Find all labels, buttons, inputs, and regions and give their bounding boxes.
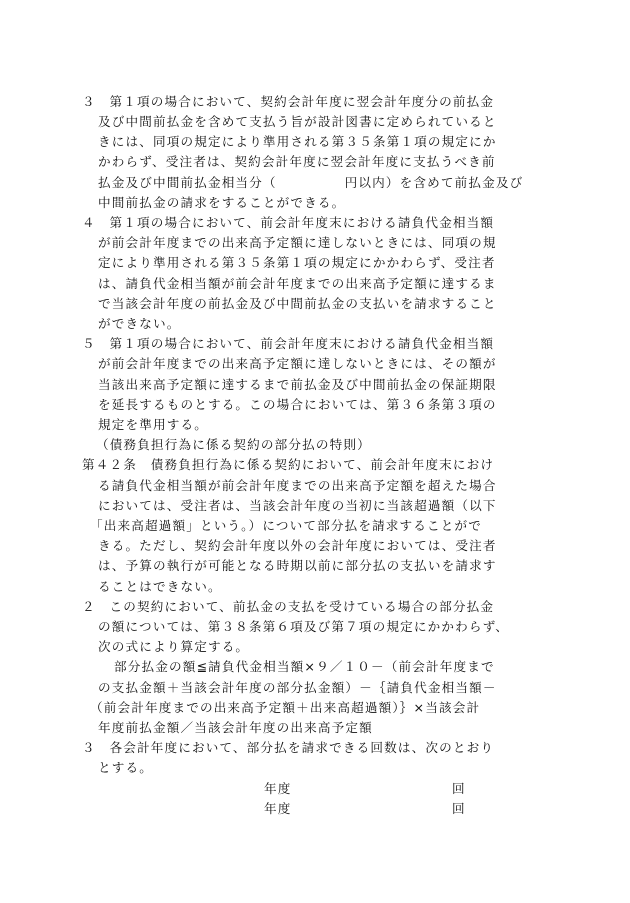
clause-4-line-4: は、請負代金相当額が前会計年度までの出来高予定額に達するま xyxy=(98,276,497,291)
clause-5-line-4: を延長するものとする。この場合においては、第３６条第３項の xyxy=(98,397,497,412)
article-42-caption: （債務負担行為に係る契約の部分払の特則） xyxy=(96,437,371,452)
paragraph-2-line-2: の額については、第３８条第６項及び第７項の規定にかかわらず、 xyxy=(98,619,510,634)
fiscal-year-label: 年度 xyxy=(264,801,292,816)
article-42-line-3: においては、受注者は、当該会計年度の当初に当該超過額（以下 xyxy=(98,498,497,513)
payment-count-label: 回 xyxy=(452,801,466,816)
clause-5-line-3: 当該出来高予定額に達するまで前払金及び中間前払金の保証期限 xyxy=(98,377,497,392)
clause-3-line-3: きには、同項の規定により準用される第３５条第１項の規定にか xyxy=(98,134,497,149)
article-42-line-4: 「出来高超過額」という。）について部分払を請求することがで xyxy=(90,518,483,533)
article-42-line-6: は、予算の執行が可能となる時期以前に部分払の支払いを請求す xyxy=(98,558,497,573)
clause-4-line-2: が前会計年度までの出来高予定額に達しないときには、同項の規 xyxy=(98,235,497,250)
clause-3-line-5 xyxy=(98,173,523,193)
clause-3-line-4: かわらず、受注者は、契約会計年度に翌会計年度に支払うべき前 xyxy=(98,154,496,169)
paragraph-2-line-3: 次の式により算定する。 xyxy=(98,639,250,654)
paragraph-3-line-2: とする。 xyxy=(98,760,153,775)
advance-amount-text-after: 円以内）を含めて前払金及び xyxy=(344,175,524,190)
article-42-line-5: きる。ただし、契約会計年度以外の会計年度においては、受注者 xyxy=(98,538,497,553)
clause-3-line-6: 中間前払金の請求をすることができる。 xyxy=(98,195,346,210)
clause-4-line-1: ４ 第１項の場合において、前会計年度末における請負代金相当額 xyxy=(82,215,495,230)
payment-count-label: 回 xyxy=(452,781,466,796)
clause-5-line-1: ５ 第１項の場合において、前会計年度末における請負代金相当額 xyxy=(82,336,495,351)
article-42-line-2: る請負代金相当額が前会計年度までの出来高予定額を超えた場合 xyxy=(98,478,497,493)
clause-4-line-3: 定により準用される第３５条第１項の規定にかかわらず、受注者 xyxy=(98,255,496,270)
clause-5-line-5: 規定を準用する。 xyxy=(98,417,208,432)
clause-3-line-2: 及び中間前払金を含めて支払う旨が設計図書に定められていると xyxy=(98,114,497,129)
advance-amount-text-before: 払金及び中間前払金相当分（ xyxy=(98,175,277,190)
formula-line-3: （前会計年度までの出来高予定額＋出来高超過額）｝×当該会計 xyxy=(90,700,481,715)
formula-line-1: 部分払金の額≦請負代金相当額×９／１０－（前会計年度まで xyxy=(114,659,495,674)
paragraph-2-line-1: ２ この契約において、前払金の支払を受けている場合の部分払金 xyxy=(82,599,495,614)
clause-5-line-2: が前会計年度までの出来高予定額に達しないときには、その額が xyxy=(98,356,497,371)
clause-3-line-1: ３ 第１項の場合において、契約会計年度に翌会計年度分の前払金 xyxy=(82,94,495,109)
formula-line-2: の支払金額＋当該会計年度の部分払金額）－｛請負代金相当額－ xyxy=(98,680,497,695)
fiscal-year-label: 年度 xyxy=(264,781,292,796)
article-42-line-1: 第４２条 債務負担行為に係る契約において、前会計年度末におけ xyxy=(82,457,495,472)
clause-4-line-6: ができない。 xyxy=(98,316,181,331)
article-42-line-7: ることはできない。 xyxy=(98,579,222,594)
paragraph-3-line-1: ３ 各会計年度において、部分払を請求できる回数は、次のとおり xyxy=(82,740,495,755)
clause-4-line-5: で当該会計年度の前払金及び中間前払金の支払いを請求すること xyxy=(98,296,497,311)
formula-line-4: 年度前払金額／当該会計年度の出来高予定額 xyxy=(98,720,373,735)
